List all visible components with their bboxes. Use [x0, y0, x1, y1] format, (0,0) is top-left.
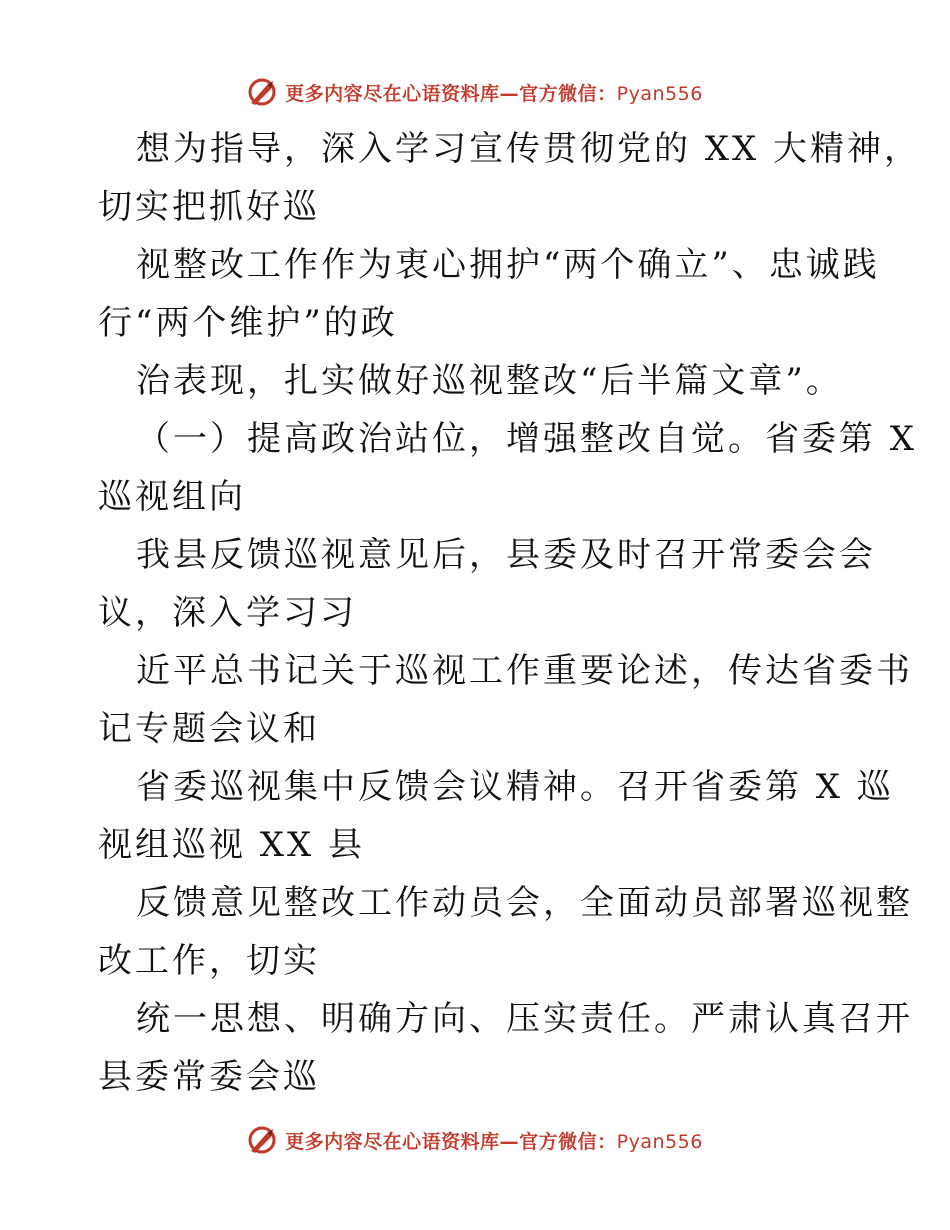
text-line: 议，深入学习习 — [98, 593, 357, 633]
text-line: 统一思想、明确方向、压实责任。严肃认真召开 — [136, 999, 913, 1039]
text-line: （一）提高政治站位，增强整改自觉。省委第 X — [136, 419, 918, 459]
watermark-contact: Pyan556 — [616, 82, 703, 105]
text-line: 视整改工作作为衷心拥护“两个确立”、忠诚践 — [136, 245, 880, 285]
text-line: 治表现，扎实做好巡视整改“后半篇文章”。 — [136, 361, 843, 401]
text-line: 改工作，切实 — [98, 941, 320, 981]
text-line: 近平总书记关于巡视工作重要论述，传达省委书 — [136, 651, 913, 691]
text-line: 我县反馈巡视意见后，县委及时召开常委会会 — [136, 535, 876, 575]
pen-logo-icon — [247, 1125, 277, 1155]
header-watermark — [0, 72, 950, 112]
text-line: 反馈意见整改工作动员会，全面动员部署巡视整 — [136, 883, 913, 923]
pen-logo-icon — [247, 77, 277, 107]
text-line: 切实把抓好巡 — [98, 187, 320, 227]
text-line: 行“两个维护”的政 — [98, 303, 398, 343]
text-line: 县委常委会巡 — [98, 1057, 320, 1097]
document-body — [98, 120, 922, 1106]
text-line: 视组巡视 XX 县 — [98, 825, 366, 865]
footer-watermark — [0, 1120, 950, 1160]
text-line: 巡视组向 — [98, 477, 246, 517]
text-line: 记专题会议和 — [98, 709, 320, 749]
watermark-contact: Pyan556 — [616, 1130, 703, 1153]
text-line: 省委巡视集中反馈会议精神。召开省委第 X 巡 — [136, 767, 894, 807]
watermark-text: 更多内容尽在心语资料库—官方微信：Pyan556 — [285, 1130, 703, 1153]
watermark-text: 更多内容尽在心语资料库—官方微信：Pyan556 — [285, 82, 703, 105]
text-line: 想为指导，深入学习宣传贯彻党的 XX 大精神， — [136, 129, 922, 169]
